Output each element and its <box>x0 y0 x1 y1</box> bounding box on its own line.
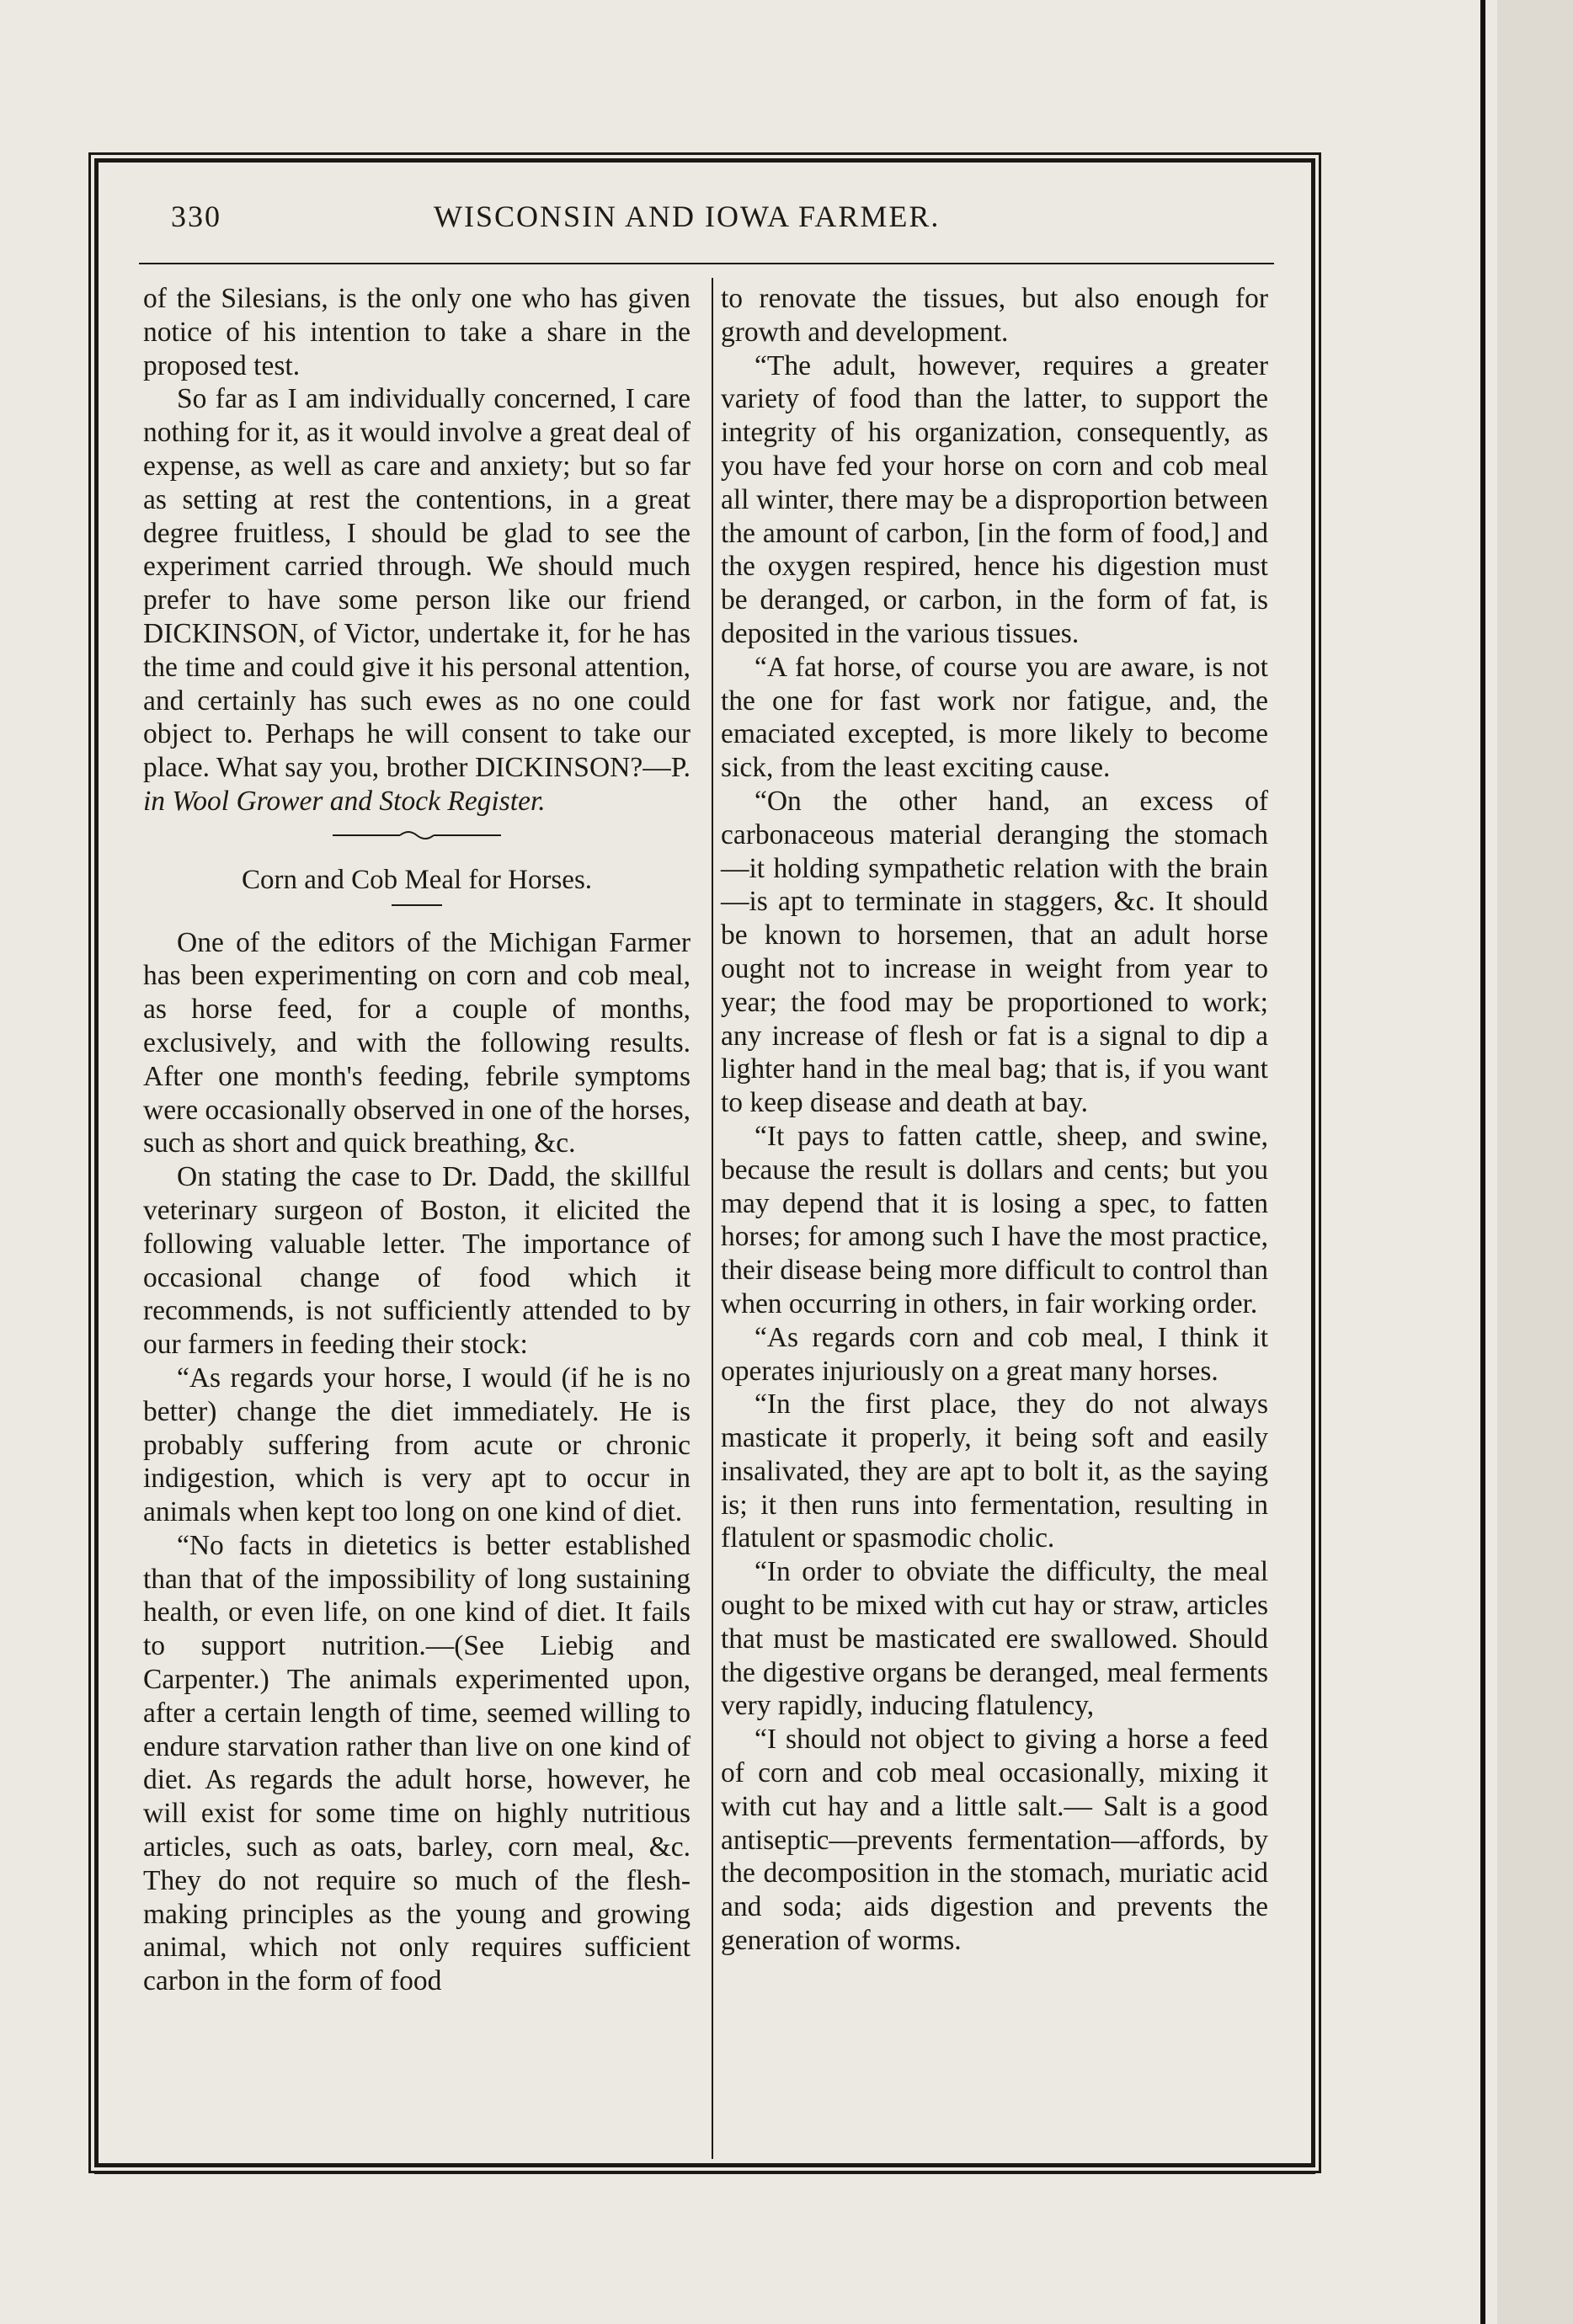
right-column <box>721 282 1268 1958</box>
header-rule <box>139 263 1274 264</box>
paragraph: On stating the case to Dr. Dadd, the skillful veterinary surgeon of Boston, it elicited the following valuable letter. The importance of occasional change of food which it recommends, is not sufficiently attended to by our farmers in feeding their stock: <box>143 1161 691 1361</box>
paragraph-text: So far as I am individually concerned, I care nothing for it, as it would involve a great deal of expense, as well as care and anxiety; but so far as setting at rest the contentions, in a great degree fruitless, I should be glad to see the experiment carried through. We should much prefer to have some person like our friend DICKINSON, of Victor, undertake it, for he has the time and could give it his personal attention, and certainly has such ewes as no one could object to. Perhaps he will consent to take our place. What say you, brother DICKINSON?—P. <box>143 383 691 784</box>
page-number: 330 <box>171 200 221 233</box>
paragraph: “In the first place, they do not always masticate it properly, it being soft and easily insalivated, they are apt to bolt it, as the saying is; it then runs into fermentation, resulting in flatulent or spasmodic cholic. <box>721 1389 1268 1554</box>
page-edge-line <box>1480 0 1485 2324</box>
paragraph: of the Silesians, is the only one who has given notice of his intention to take a share in the proposed test. <box>143 283 691 381</box>
adjacent-page-edge <box>1497 0 1573 2324</box>
ornament-icon <box>333 827 501 844</box>
paragraph: to renovate the tissues, but also enough for growth and development. <box>721 283 1268 348</box>
column-divider <box>712 278 713 2159</box>
paragraph: “In order to obviate the difficulty, the meal ought to be mixed with cut hay or straw, articles that must be masticated ere swallowed. Should the digestive organs be deranged, meal ferments very rapidly, inducing flatulency, <box>721 1556 1268 1722</box>
source-citation: in Wool Grower and Stock Register. <box>143 785 546 817</box>
article-headline: Corn and Cob Meal for Horses. <box>241 864 593 895</box>
paragraph: “As regards your horse, I would (if he is no better) change the diet immediately. He is probably suffering from acute or chronic indigestion, which is very apt to occur in animals when kept too long on one kind of diet. <box>143 1362 691 1528</box>
paragraph: “On the other hand, an excess of carbonaceous material deranging the stomach —it holding sympathetic relation with the brain—is apt to terminate in staggers, &c. It should be known to horsemen, that an adult horse ought not to increase in weight from year to year; the food may be proportioned to work; any increase of flesh or fat is a signal to dip a lighter hand in the meal bag; that is, if you want to keep disease and death at bay. <box>721 785 1268 1119</box>
ornament-divider <box>143 827 691 847</box>
headline-rule <box>392 904 442 906</box>
paragraph: “I should not object to giving a horse a feed of corn and cob meal occasionally, mixing it with cut hay and a little salt.— Salt is a good antiseptic—prevents fermentation—affords, by the decomposition in the stomach, muriatic acid and soda; aids digestion and prevents the generation of worms. <box>721 1724 1268 1957</box>
paragraph: One of the editors of the Michigan Farmer has been experimenting on corn and cob meal, as horse feed, for a couple of months, exclusively, and with the following results. After one month's feeding, febrile symptoms were occasionally observed in one of the horses, such as short and quick breathing, &c. <box>143 926 691 1159</box>
left-column <box>143 282 691 1998</box>
paragraph: “It pays to fatten cattle, sheep, and swine, because the result is dollars and cents; but you may depend that it is losing a spec, to fatten horses; for among such I have the most practice, their disease being more difficult to control than when occurring in others, in fair working order. <box>721 1120 1268 1319</box>
paragraph: “No facts in dietetics is better established than that of the impossibility of long sustaining health, or even life, on one kind of diet. It fails to support nutrition.—(See Liebig and Carpenter.) The animals experimented upon, after a certain length of time, seemed willing to endure starvation rather than live on one kind of diet. As regards the adult horse, however, he will exist for some time on highly nutritious articles, such as oats, barley, corn meal, &c. They do not require so much of the flesh-making principles as the young and growing animal, which not only requires sufficient carbon in the form of food <box>143 1529 691 1997</box>
paragraph <box>143 382 691 818</box>
bottom-border-rule <box>94 2171 1315 2174</box>
paragraph: “A fat horse, of course you are aware, is not the one for fast work nor fatigue, and, the emaciated excepted, is more likely to become sick, from the least exciting cause. <box>721 651 1268 784</box>
running-header <box>147 199 1280 241</box>
paragraph: “As regards corn and cob meal, I think it operates injuriously on a great many horses. <box>721 1321 1268 1387</box>
publication-title: WISCONSIN AND IOWA FARMER. <box>434 200 941 233</box>
paragraph: “The adult, however, requires a greater variety of food than the latter, to support the integrity of his organization, consequently, as you have fed your horse on corn and cob meal all winter, there may be a disproportion between the amount of carbon, [in the form of food,] and the oxygen respired, hence his digestion must be deranged, or carbon, in the form of fat, is deposited in the various tissues. <box>721 349 1268 649</box>
